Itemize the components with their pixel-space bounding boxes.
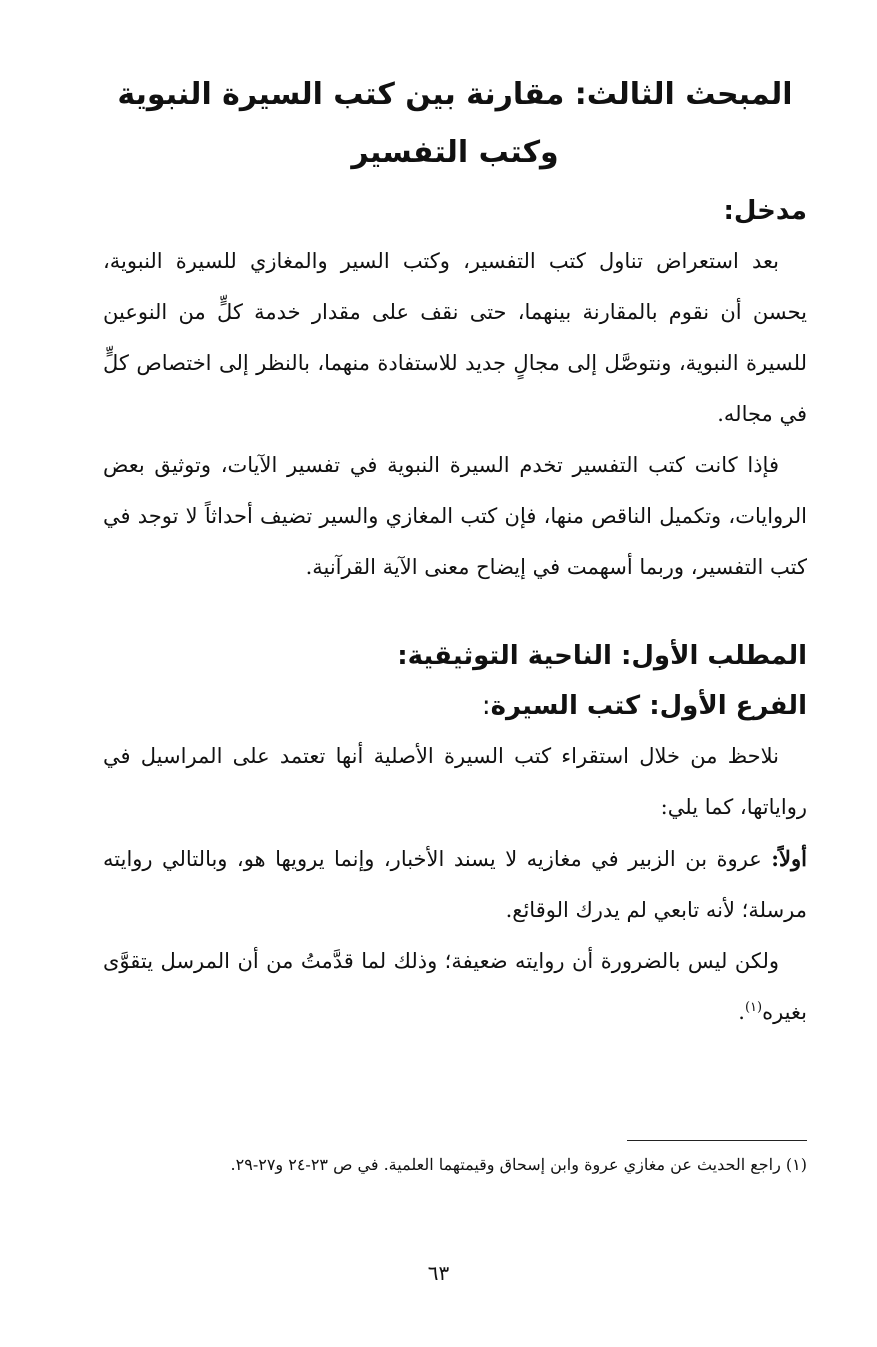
intro-paragraph-1: بعد استعراض تناول كتب التفسير، وكتب السير والمغازي للسيرة النبوية، يحسن أن نقوم بالمقارنة بينهما، حتى نقف على مقدار خدمة كلٍّ من النوعين للسيرة النبوية، ونتوصَّل إلى مجالٍ جديد للاستفادة منهما، بالنظر إلى اختصاص كلٍّ في مجاله.: [103, 249, 807, 426]
paragraph-3-text: ولكن ليس بالضرورة أن روايته ضعيفة؛ وذلك لما قدَّمتُ من أن المرسل يتقوَّى بغيره: [103, 949, 807, 1024]
section-heading: المطلب الأول: الناحية التوثيقية:: [397, 641, 807, 671]
section-paragraph-1: نلاحظ من خلال استقراء كتب السيرة الأصلية أنها تعتمد على المراسيل في رواياتها، كما يلي:: [103, 744, 807, 819]
footnote-divider: [627, 1140, 807, 1141]
section-paragraph-3: [103, 936, 807, 1038]
subsection-heading: [103, 681, 807, 731]
subsection-heading-colon: :: [481, 691, 491, 721]
footnote-reference[interactable]: (١): [744, 1000, 763, 1015]
paragraph-3-end: .: [738, 1000, 745, 1024]
first-point-label: أولاً:: [771, 846, 807, 871]
section-paragraph-2: [103, 833, 807, 936]
page-content: [103, 66, 807, 1038]
chapter-title: المبحث الثالث: مقارنة بين كتب السيرة النبوية وكتب التفسير: [117, 77, 793, 170]
footnote: (١) راجع الحديث عن مغازي عروة وابن إسحاق وقيمتهما العلمية. في ص ٢٣-٢٤ و٢٧-٢٩.: [230, 1155, 807, 1174]
intro-paragraph-2: فإذا كانت كتب التفسير تخدم السيرة النبوية في تفسير الآيات، وتوثيق بعض الروايات، وتكميل الناقص منها، فإن كتب المغازي والسير تضيف أحداثاً لا توجد في كتب التفسير، وربما أسهمت في إيضاح معنى الآية القرآنية.: [103, 453, 807, 579]
intro-heading: مدخل:: [723, 196, 807, 226]
page-number: ٦٣: [427, 1261, 450, 1285]
subsection-heading-text: الفرع الأول: كتب السيرة: [490, 691, 807, 721]
first-point-text: عروة بن الزبير في مغازيه لا يسند الأخبار، وإنما يرويها هو، وبالتالي روايته مرسلة؛ لأنه تابعي لم يدرك الوقائع.: [103, 847, 807, 922]
